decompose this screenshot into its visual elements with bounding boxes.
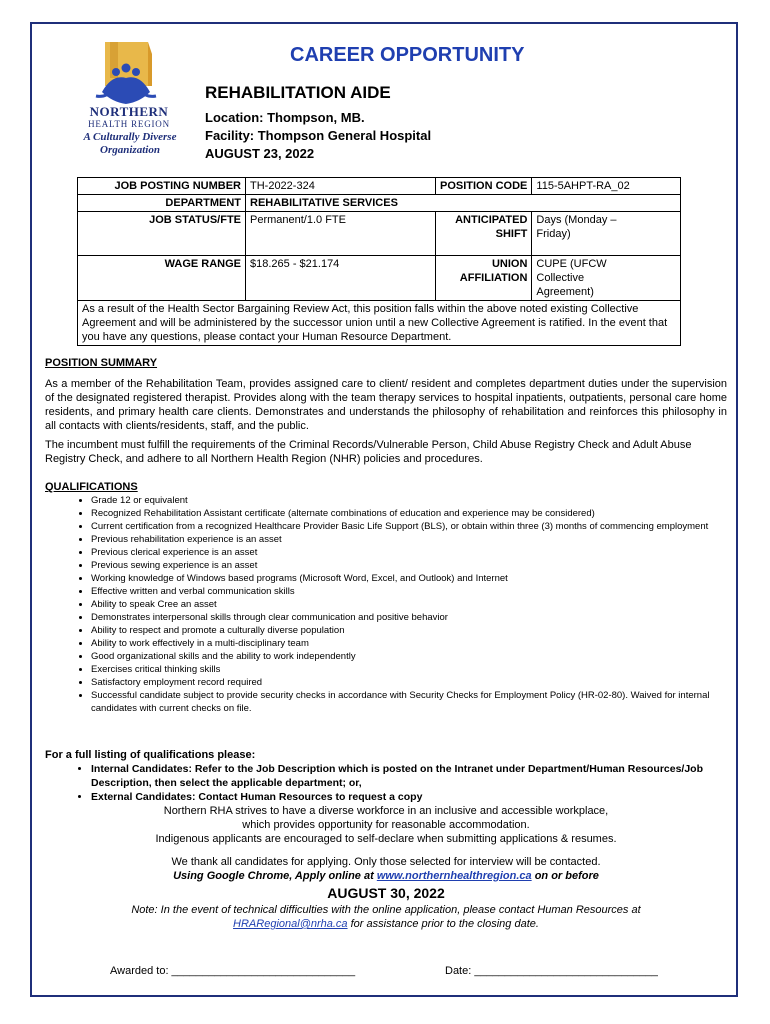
diversity-line2: which provides opportunity for reasonable accommodation. [242, 819, 530, 831]
logo-name-line2: HEALTH REGION [88, 119, 170, 129]
position-summary-heading: POSITION SUMMARY [45, 357, 158, 369]
qualification-item: • Exercises critical thinking skills [91, 663, 727, 676]
status-value: Permanent/1.0 FTE [246, 212, 436, 256]
union-label-line1: UNION [491, 258, 528, 270]
job-meta [205, 109, 431, 163]
shift-label [436, 212, 532, 256]
union-label-line2: AFFILIATION [459, 272, 528, 284]
position-summary [45, 356, 727, 466]
full-listing-item: • External Candidates: Contact Human Resources to request a copy [91, 790, 727, 804]
position-code-value: 115-5AHPT-RA_02 [532, 178, 681, 195]
full-listing-item: • Internal Candidates: Refer to the Job Description which is posted on the Intranet under Department/Human Resources/Job Description, then select the applicable department; or, [91, 762, 727, 790]
qualification-item: • Current certification from a recognized Healthcare Provider Basic Life Support (BLS), or obtain within three (3) months of commencing employment [91, 520, 727, 533]
summary-paragraph-2: The incumbent must fulfill the requirements of the Criminal Records/Vulnerable Person, Child Abuse Registry Check and Adult Abuse Registry Check, and adhere to all Northern Health Region (NHR) policies and procedures. [45, 439, 692, 465]
apply-line [45, 869, 727, 883]
technical-note [45, 903, 727, 931]
job-posting-label: JOB POSTING NUMBER [78, 178, 246, 195]
department-value: REHABILITATIVE SERVICES [246, 195, 681, 212]
diversity-line1: Northern RHA strives to have a diverse workforce in an inclusive and accessible workplace, [163, 805, 609, 817]
status-label: JOB STATUS/FTE [78, 212, 246, 256]
hr-email-link[interactable]: HRARegional@nrha.ca [233, 918, 348, 930]
qualification-item: • Good organizational skills and the ability to work independently [91, 650, 727, 663]
qualification-item: • Ability to respect and promote a culturally diverse population [91, 624, 727, 637]
shift-value-line1: Days (Monday – [536, 214, 617, 226]
wage-label: WAGE RANGE [78, 256, 246, 301]
bargaining-notice: As a result of the Health Sector Bargaining Review Act, this position falls within the above noted existing Collective Agreement and will be administered by the successor union until a new Collective Agreement is ratified. In the event that you have any questions, please contact your Human Resource Department. [78, 301, 681, 346]
union-value-line1: CUPE (UFCW [536, 258, 607, 270]
thanks-line: We thank all candidates for applying. Only those selected for interview will be contacted. [171, 856, 601, 868]
career-opportunity-heading: CAREER OPPORTUNITY [290, 44, 525, 66]
apply-link[interactable]: www.northernhealthregion.ca [376, 870, 532, 882]
qualification-item: • Ability to work effectively in a multi-disciplinary team [91, 637, 727, 650]
qualification-item: • Grade 12 or equivalent [91, 494, 727, 507]
shift-value-line2: Friday) [536, 228, 571, 240]
qualification-item: • Ability to speak Cree an asset [91, 598, 727, 611]
union-value-line3: Agreement) [536, 286, 594, 298]
diversity-line3: Indigenous applicants are encouraged to self-declare when submitting applications & resumes. [155, 833, 617, 845]
qualification-item: • Previous rehabilitation experience is an asset [91, 533, 727, 546]
shift-value [532, 212, 681, 256]
union-value-line2: Collective [536, 272, 585, 284]
qualifications-section [45, 480, 727, 715]
qualification-item: • Working knowledge of Windows based programs (Microsoft Word, Excel, and Outlook) and Internet [91, 572, 727, 585]
union-value [532, 256, 681, 301]
job-title: REHABILITATION AIDE [205, 83, 391, 102]
location: Location: Thompson, MB. [205, 110, 365, 125]
qualification-item: • Recognized Rehabilitation Assistant certificate (alternate combinations of education and experience may be considered) [91, 507, 727, 520]
qualification-item: • Satisfactory employment record required [91, 676, 727, 689]
department-label: DEPARTMENT [78, 195, 246, 212]
closing-deadline: AUGUST 30, 2022 [327, 885, 445, 901]
qualifications-list [45, 494, 727, 715]
qualification-item: • Previous clerical experience is an asset [91, 546, 727, 559]
job-posting-value: TH-2022-324 [246, 178, 436, 195]
summary-paragraph-1: As a member of the Rehabilitation Team, provides assigned care to client/ resident and completes department duties under the supervision of the designated registered therapist. Provides along with the team therapy services to hospital inpatients, outpatients, personal care home residents, and primary health care clients. Demonstrates and understands the philosophy of rehabilitation and reinforces this philosophy in all contacts with clients/residents, staff, and the public. [45, 378, 727, 432]
position-code-label: POSITION CODE [436, 178, 532, 195]
logo-wordmark [70, 104, 188, 129]
logo-name-line1: NORTHERN [89, 104, 169, 119]
logo-tagline-line1: A Culturally Diverse [83, 131, 177, 143]
awarded-to-field: Awarded to: ______________________________ [110, 965, 356, 977]
full-listing-heading: For a full listing of qualifications please: [45, 749, 256, 761]
apply-suffix: on or before [531, 870, 599, 882]
apply-prefix: Using Google Chrome, Apply online at [173, 870, 377, 882]
qualification-item: • Successful candidate subject to provide security checks in accordance with Security Checks for Employment Policy (HR-02-80). Waived for internal candidates with current checks on file. [91, 689, 727, 715]
full-listing-section [45, 748, 727, 846]
diversity-statement [45, 804, 727, 846]
qualification-item: • Effective written and verbal communication skills [91, 585, 727, 598]
wage-value: $18.265 - $21.174 [246, 256, 436, 301]
full-listing-list [45, 762, 727, 804]
qualification-item: • Previous sewing experience is an asset [91, 559, 727, 572]
shift-label-line2: SHIFT [495, 228, 528, 240]
qualifications-heading: QUALIFICATIONS [45, 481, 138, 493]
posting-date: AUGUST 23, 2022 [205, 146, 315, 161]
closing-section [45, 855, 727, 931]
date-field: Date: ______________________________ [445, 965, 658, 977]
job-info-table [77, 177, 681, 346]
note-line2: for assistance prior to the closing date. [347, 918, 539, 930]
facility: Facility: Thompson General Hospital [205, 128, 432, 143]
note-line1: Note: In the event of technical difficulties with the online application, please contact Human Resources at [131, 904, 641, 916]
qualification-item: • Demonstrates interpersonal skills through clear communication and positive behavior [91, 611, 727, 624]
shift-label-line1: ANTICIPATED [455, 214, 528, 226]
union-label [436, 256, 532, 301]
logo-tagline [66, 131, 194, 157]
logo-tagline-line2: Organization [100, 144, 160, 156]
